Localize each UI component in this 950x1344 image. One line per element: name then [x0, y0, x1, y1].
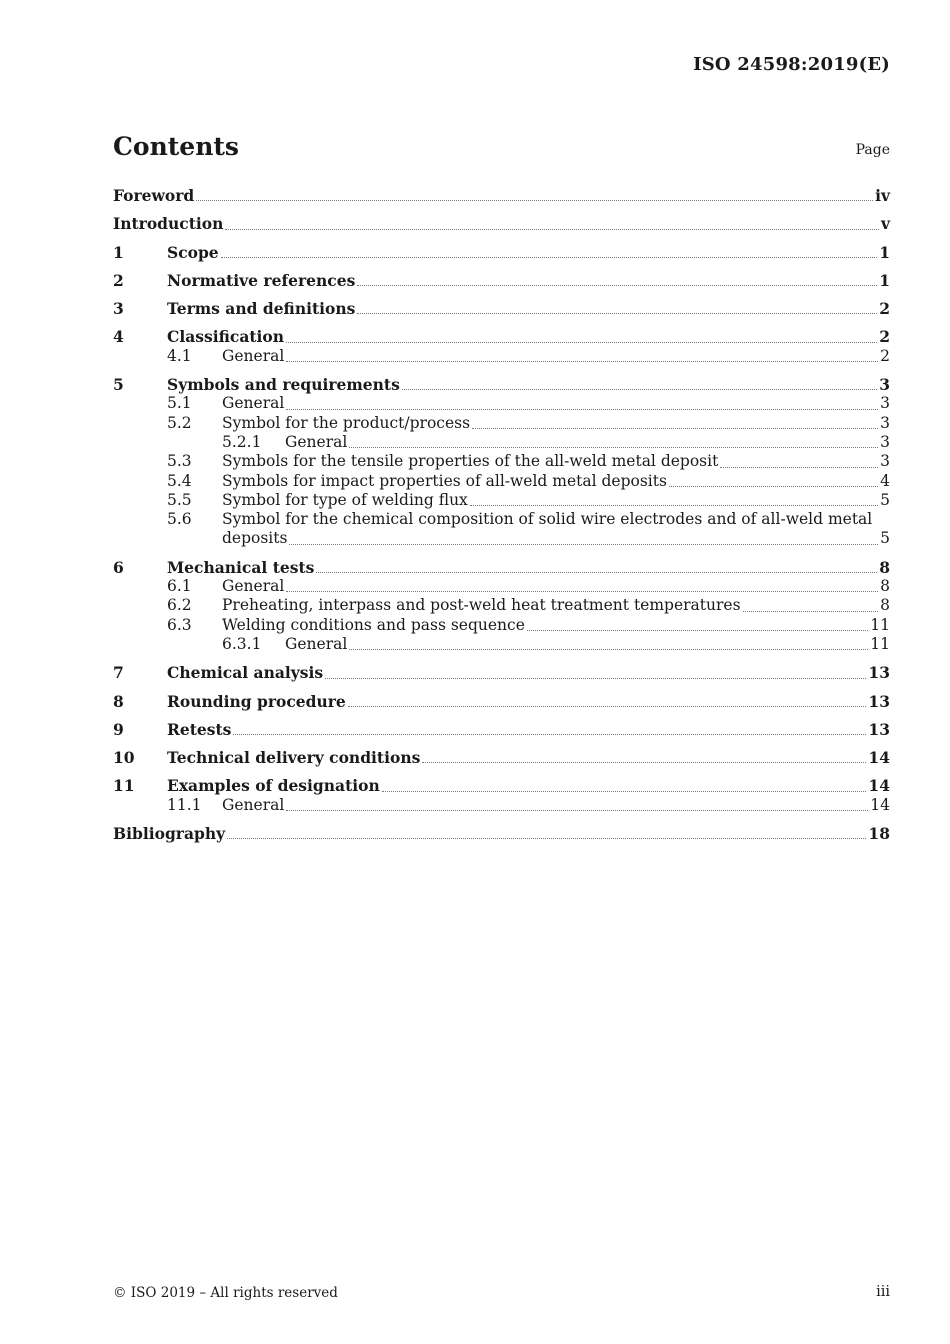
toc-number: 4 [113, 327, 124, 347]
leader-dots [286, 409, 878, 410]
leader-dots [357, 285, 877, 286]
toc-number: 6.2 [167, 596, 192, 615]
toc-page: 13 [868, 719, 890, 739]
page-number: iii [876, 1284, 890, 1300]
toc-entry-5-2[interactable] [113, 414, 890, 433]
toc-number: 5.3 [167, 452, 192, 471]
toc-entry-scope[interactable] [113, 243, 890, 262]
copyright-notice: © ISO 2019 – All rights reserved [113, 1285, 338, 1301]
toc-title: General [222, 394, 285, 413]
toc-title: Symbols for the tensile properties of the all-weld metal deposit [222, 452, 719, 471]
toc-page: 4 [880, 471, 890, 490]
toc-page: 3 [879, 375, 890, 395]
leader-dots [227, 838, 866, 839]
toc-number: 5.5 [167, 490, 192, 509]
toc-entry-chemical-analysis[interactable] [113, 663, 890, 682]
toc-page: 11 [870, 615, 890, 634]
toc-number: 11.1 [167, 795, 202, 814]
leader-dots [402, 389, 877, 390]
toc-number: 5.2.1 [222, 432, 262, 451]
toc-entry-5-3[interactable] [113, 452, 890, 471]
toc-page: 3 [880, 413, 890, 432]
toc-title: Retests [167, 719, 232, 739]
leader-dots [221, 257, 878, 258]
toc-entry-symbols-and-requirements[interactable] [113, 375, 890, 394]
leader-dots [720, 467, 878, 468]
page-column-label: Page [855, 142, 890, 158]
toc-entry-6-2[interactable] [113, 596, 890, 615]
leader-dots [527, 630, 868, 631]
toc-title: Examples of designation [167, 776, 380, 796]
toc-number: 11 [113, 776, 135, 796]
toc-entry-examples-of-designation[interactable] [113, 776, 890, 795]
document-id: ISO 24598:2019(E) [693, 54, 890, 75]
toc-title: General [222, 577, 285, 596]
toc-page: 1 [879, 270, 890, 290]
leader-dots [349, 447, 878, 448]
toc-page: 1 [879, 242, 890, 262]
leader-dots [743, 611, 879, 612]
leader-dots [349, 649, 868, 650]
toc-number: 6.1 [167, 577, 192, 596]
toc-page: 2 [879, 299, 890, 319]
leader-dots [348, 706, 867, 707]
toc-page: 2 [880, 346, 890, 365]
toc-title: Classification [167, 327, 285, 347]
toc-entry-5-1[interactable] [113, 394, 890, 413]
toc-entry-normative-references[interactable] [113, 271, 890, 290]
toc-page: 8 [880, 577, 890, 596]
toc-page: 13 [868, 663, 890, 683]
toc-entry-introduction[interactable] [113, 214, 890, 233]
toc-entry-technical-delivery-conditions[interactable] [113, 748, 890, 767]
toc-title: Foreword [113, 186, 195, 205]
leader-dots [316, 572, 877, 573]
toc-entry-retests[interactable] [113, 720, 890, 739]
leader-dots [233, 734, 866, 735]
toc-entry-5-6[interactable] [113, 510, 890, 549]
toc-number: 3 [113, 299, 124, 319]
toc-page: 3 [880, 394, 890, 413]
toc-title: Welding conditions and pass sequence [222, 615, 525, 634]
toc-title: Terms and definitions [167, 299, 356, 319]
toc-title: Symbols and requirements [167, 375, 400, 395]
leader-dots [286, 361, 878, 362]
toc-title: Chemical analysis [167, 663, 324, 683]
toc-page: 5 [880, 529, 890, 548]
leader-dots [289, 544, 878, 545]
toc-entry-rounding-procedure[interactable] [113, 692, 890, 711]
leader-dots [470, 505, 878, 506]
toc-entry-11-1[interactable] [113, 796, 890, 815]
leader-dots [225, 229, 879, 230]
leader-dots [196, 200, 873, 201]
leader-dots [357, 313, 877, 314]
toc-page: iv [875, 186, 890, 205]
toc-page: 14 [868, 748, 890, 768]
toc-number: 9 [113, 719, 124, 739]
toc-title: Rounding procedure [167, 691, 346, 711]
toc-number: 7 [113, 663, 124, 683]
toc-title: Normative references [167, 270, 356, 290]
toc-number: 5.6 [167, 510, 192, 529]
toc-page: 3 [880, 452, 890, 471]
toc-entry-5-2-1[interactable] [113, 433, 890, 452]
toc-entry-terms-and-definitions[interactable] [113, 299, 890, 318]
leader-dots [325, 678, 866, 679]
toc-title: Bibliography [113, 824, 226, 844]
toc-entry-6-3[interactable] [113, 616, 890, 635]
toc-title: General [285, 634, 348, 653]
leader-dots [472, 428, 878, 429]
toc-page: 3 [880, 432, 890, 451]
toc-number: 6.3.1 [222, 634, 262, 653]
toc-entry-5-4[interactable] [113, 472, 890, 491]
toc-entry-classification[interactable] [113, 327, 890, 346]
toc-page: v [880, 214, 890, 234]
toc-title: General [222, 795, 285, 814]
toc-page: 5 [880, 490, 890, 509]
toc-page: 18 [868, 824, 890, 844]
toc-entry-foreword[interactable] [113, 186, 890, 205]
toc-title: Technical delivery conditions [167, 748, 421, 768]
leader-dots [422, 762, 866, 763]
contents-title: Contents [113, 132, 240, 161]
toc-page: 11 [870, 634, 890, 653]
toc-number: 6.3 [167, 615, 192, 634]
toc-entry-6-1[interactable] [113, 577, 890, 596]
toc-number: 10 [113, 748, 135, 768]
toc-entry-6-3-1[interactable] [113, 635, 890, 654]
table-of-contents [113, 186, 890, 843]
toc-page: 8 [880, 596, 890, 615]
toc-title: Mechanical tests [167, 557, 315, 577]
toc-title: Preheating, interpass and post-weld heat treatment temperatures [222, 596, 741, 615]
toc-page: 8 [879, 557, 890, 577]
toc-title: Symbol for type of welding flux [222, 490, 468, 509]
toc-title-line-2-row [222, 529, 890, 548]
toc-number: 5.4 [167, 471, 192, 490]
toc-number: 8 [113, 691, 124, 711]
toc-title-line-1: Symbol for the chemical composition of solid wire electrodes and of all-weld metal [222, 510, 873, 529]
toc-page: 14 [868, 776, 890, 796]
leader-dots [286, 342, 877, 343]
toc-wrapped-title [222, 510, 890, 549]
toc-title: Symbols for impact properties of all-weld metal deposits [222, 471, 667, 490]
leader-dots [669, 486, 878, 487]
toc-number: 5.2 [167, 413, 192, 432]
toc-number: 6 [113, 557, 124, 577]
toc-number: 4.1 [167, 346, 192, 365]
toc-entry-4-1[interactable] [113, 347, 890, 366]
toc-entry-mechanical-tests[interactable] [113, 558, 890, 577]
toc-number: 5.1 [167, 394, 192, 413]
toc-title: General [285, 432, 348, 451]
toc-title: Introduction [113, 214, 224, 234]
toc-number: 2 [113, 270, 124, 290]
leader-dots [382, 791, 867, 792]
toc-page: 13 [868, 691, 890, 711]
toc-page: 2 [879, 327, 890, 347]
toc-number: 1 [113, 242, 124, 262]
toc-page: 14 [870, 795, 890, 814]
toc-title: General [222, 346, 285, 365]
leader-dots [286, 591, 878, 592]
leader-dots [286, 810, 868, 811]
toc-number: 5 [113, 375, 124, 395]
toc-title: Symbol for the product/process [222, 413, 471, 432]
toc-title-line-2: deposits [222, 529, 288, 548]
toc-entry-5-5[interactable] [113, 491, 890, 510]
toc-entry-bibliography[interactable] [113, 824, 890, 843]
toc-title: Scope [167, 242, 219, 262]
